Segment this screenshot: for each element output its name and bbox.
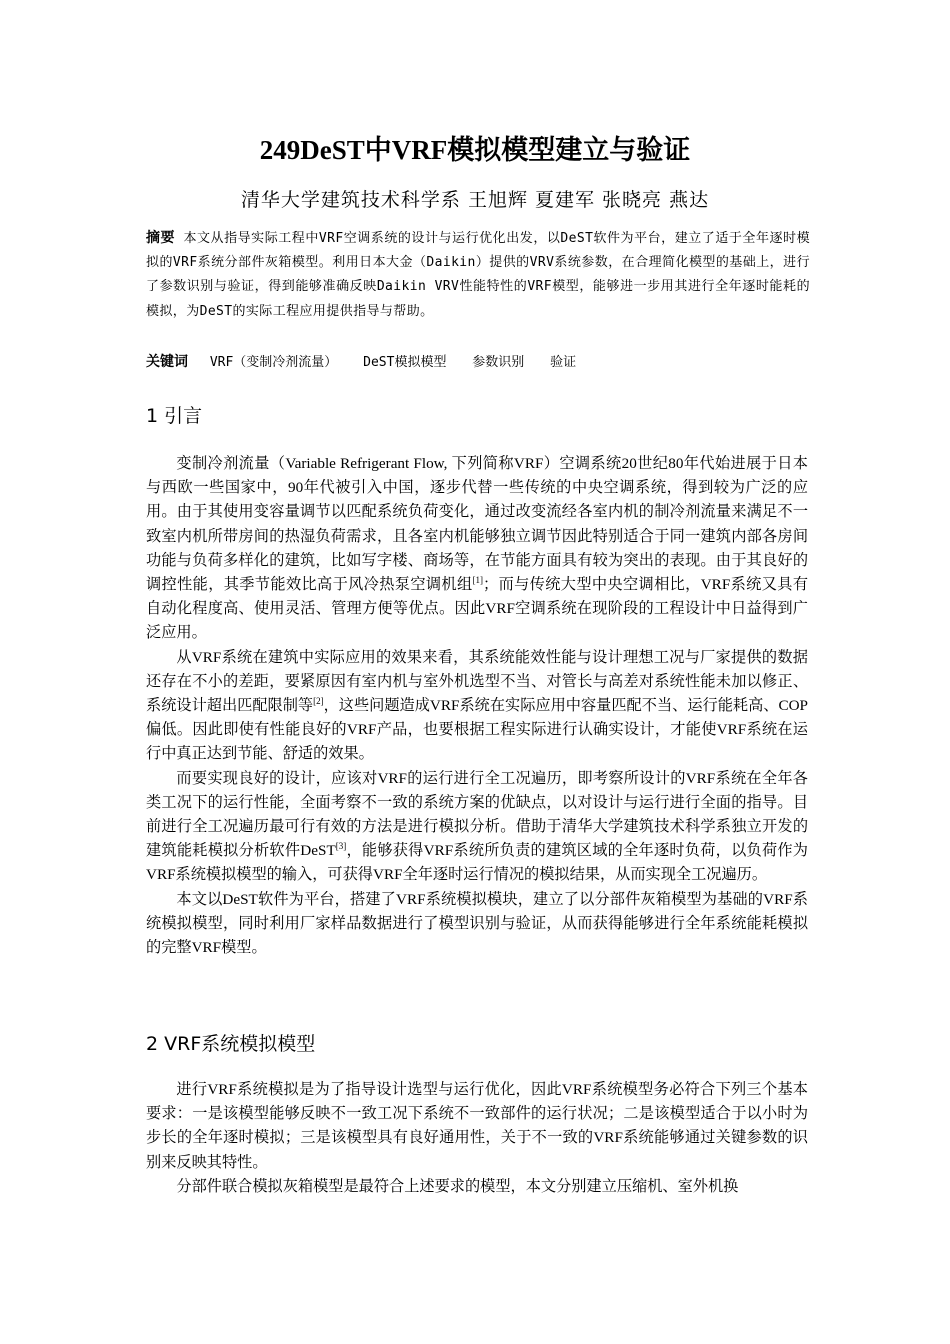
paragraph-text: ，能够获得VRF系统所负责的建筑区域的全年逐时负荷，以负荷作为VRF系统模拟模型的输入，可获得VRF全年逐时运行情况的模拟结果，从而实现全工况遍历。 (146, 842, 808, 884)
paragraph-text: ；而与传统大型中央空调相比，VRF系统又具有自动化程度高、使用灵活、管理方便等优点。因此VRF空调系统在现阶段的工程设计中日益得到广泛应用。 (146, 576, 809, 642)
keyword-item: 验证 (550, 355, 577, 370)
abstract-text: 本文从指导实际工程中VRF空调系统的设计与运行优化出发，以DeST软件为平台，建立了适于全年逐时模拟的VRF系统分部件灰箱模型。利用日本大金（Daikin）提供的VRV系统参数，在合理简化模型的基础上，进行了参数识别与验证，得到能够准确反映Daikin VRV性能特性的VRF模型，能够进一步用其进行全年逐时能耗的模拟，为DeST的实际工程应用提供指导与帮助。 (146, 231, 810, 319)
section-heading-intro: 1 引言 (146, 405, 203, 427)
paragraph-text: 从VRF系统在建筑中实际应用的效果来看，其系统能效性能与设计理想工况与厂家提供的数据还存在不小的差距，要紧原因有室内机与室外机选型不当、对管长与高差对系统性能未加以修正、系统设计超出匹配限制等 (146, 648, 808, 715)
keyword-item: VRF（变制冷剂流量） (209, 355, 338, 370)
keyword-item: 参数识别 (472, 355, 525, 370)
section-heading-vrf-model: 2 VRF系统模拟模型 (146, 1033, 316, 1055)
paper-authors: 清华大学建筑技术科学系 王旭辉 夏建军 张晓亮 燕达 (240, 189, 710, 211)
section-intro-body (146, 452, 808, 960)
paragraph-text: ，这些问题造成VRF系统在实际应用中容量匹配不当、运行能耗高、COP偏低。因此即使有性能良好的VRF产品，也要根据工程实际进行认确实设计，才能使VRF系统在运行中真正达到节能、舒适的效果。 (146, 697, 809, 763)
paragraph-text: 而要实现良好的设计，应该对VRF的运行进行全工况遍历，即考察所设计的VRF系统在全年各类工况下的运行性能，全面考察不一致的系统方案的优缺点，以对设计与运行进行全面的指导。目前进行全工况遍历最可行有效的方法是进行模拟分析。借助于清华大学建筑技术科学系独立开发的建筑能耗模拟分析软件DeST (146, 769, 808, 860)
paragraph (146, 452, 808, 646)
keywords-label: 关键词 (146, 354, 188, 370)
section-vrf-model-body (146, 1078, 808, 1199)
paragraph (146, 646, 808, 767)
keyword-item: DeST模拟模型 (363, 355, 447, 370)
paragraph: 分部件联合模拟灰箱模型是最符合上述要求的模型，本文分别建立压缩机、室外机换 (176, 1177, 739, 1195)
citation-ref: [2] (313, 695, 324, 706)
paper-title: 249DeST中VRF模拟模型建立与验证 (259, 135, 691, 165)
abstract-block (146, 226, 810, 324)
paragraph-text: 变制冷剂流量（Variable Refrigerant Flow, 下列简称VRF）空调系统20世纪80年代始进展于日本与西欧一些国家中，90年代被引入中国，逐步代替一些传统的中央空调系统，得到较为广泛的应用。由于其使用变容量调节以匹配系统负荷变化，通过改变流经各室内机的制冷剂流量来满足不一致室内机所带房间的热湿负荷需求，且各室内机能够独立调节因此特别适合于同一建筑内部各房间功能与负荷多样化的建筑，比如写字楼、商场等，在节能方面具有较为突出的表现。由于其良好的调控性能，其季节能效比高于风冷热泵空调机组 (146, 455, 808, 594)
paragraph (146, 767, 808, 888)
paragraph: 进行VRF系统模拟是为了指导设计选型与运行优化，因此VRF系统模型务必符合下列三个基本要求：一是该模型能够反映不一致工况下系统不一致部件的运行状况；二是该模型适合于以小时为步长的全年逐时模拟；三是该模型具有良好通用性，关于不一致的VRF系统能够通过关键参数的识别来反映其特性。 (146, 1081, 808, 1171)
keywords-block (146, 350, 810, 375)
citation-ref: [3] (335, 841, 347, 852)
paragraph: 本文以DeST软件为平台，搭建了VRF系统模拟模块，建立了以分部件灰箱模型为基础的VRF系统模拟模型，同时利用厂家样品数据进行了模型识别与验证，从而获得能够进行全年系统能耗模拟的完整VRF模型。 (146, 890, 808, 957)
citation-ref: [1] (472, 574, 484, 585)
abstract-label: 摘要 (146, 230, 176, 246)
